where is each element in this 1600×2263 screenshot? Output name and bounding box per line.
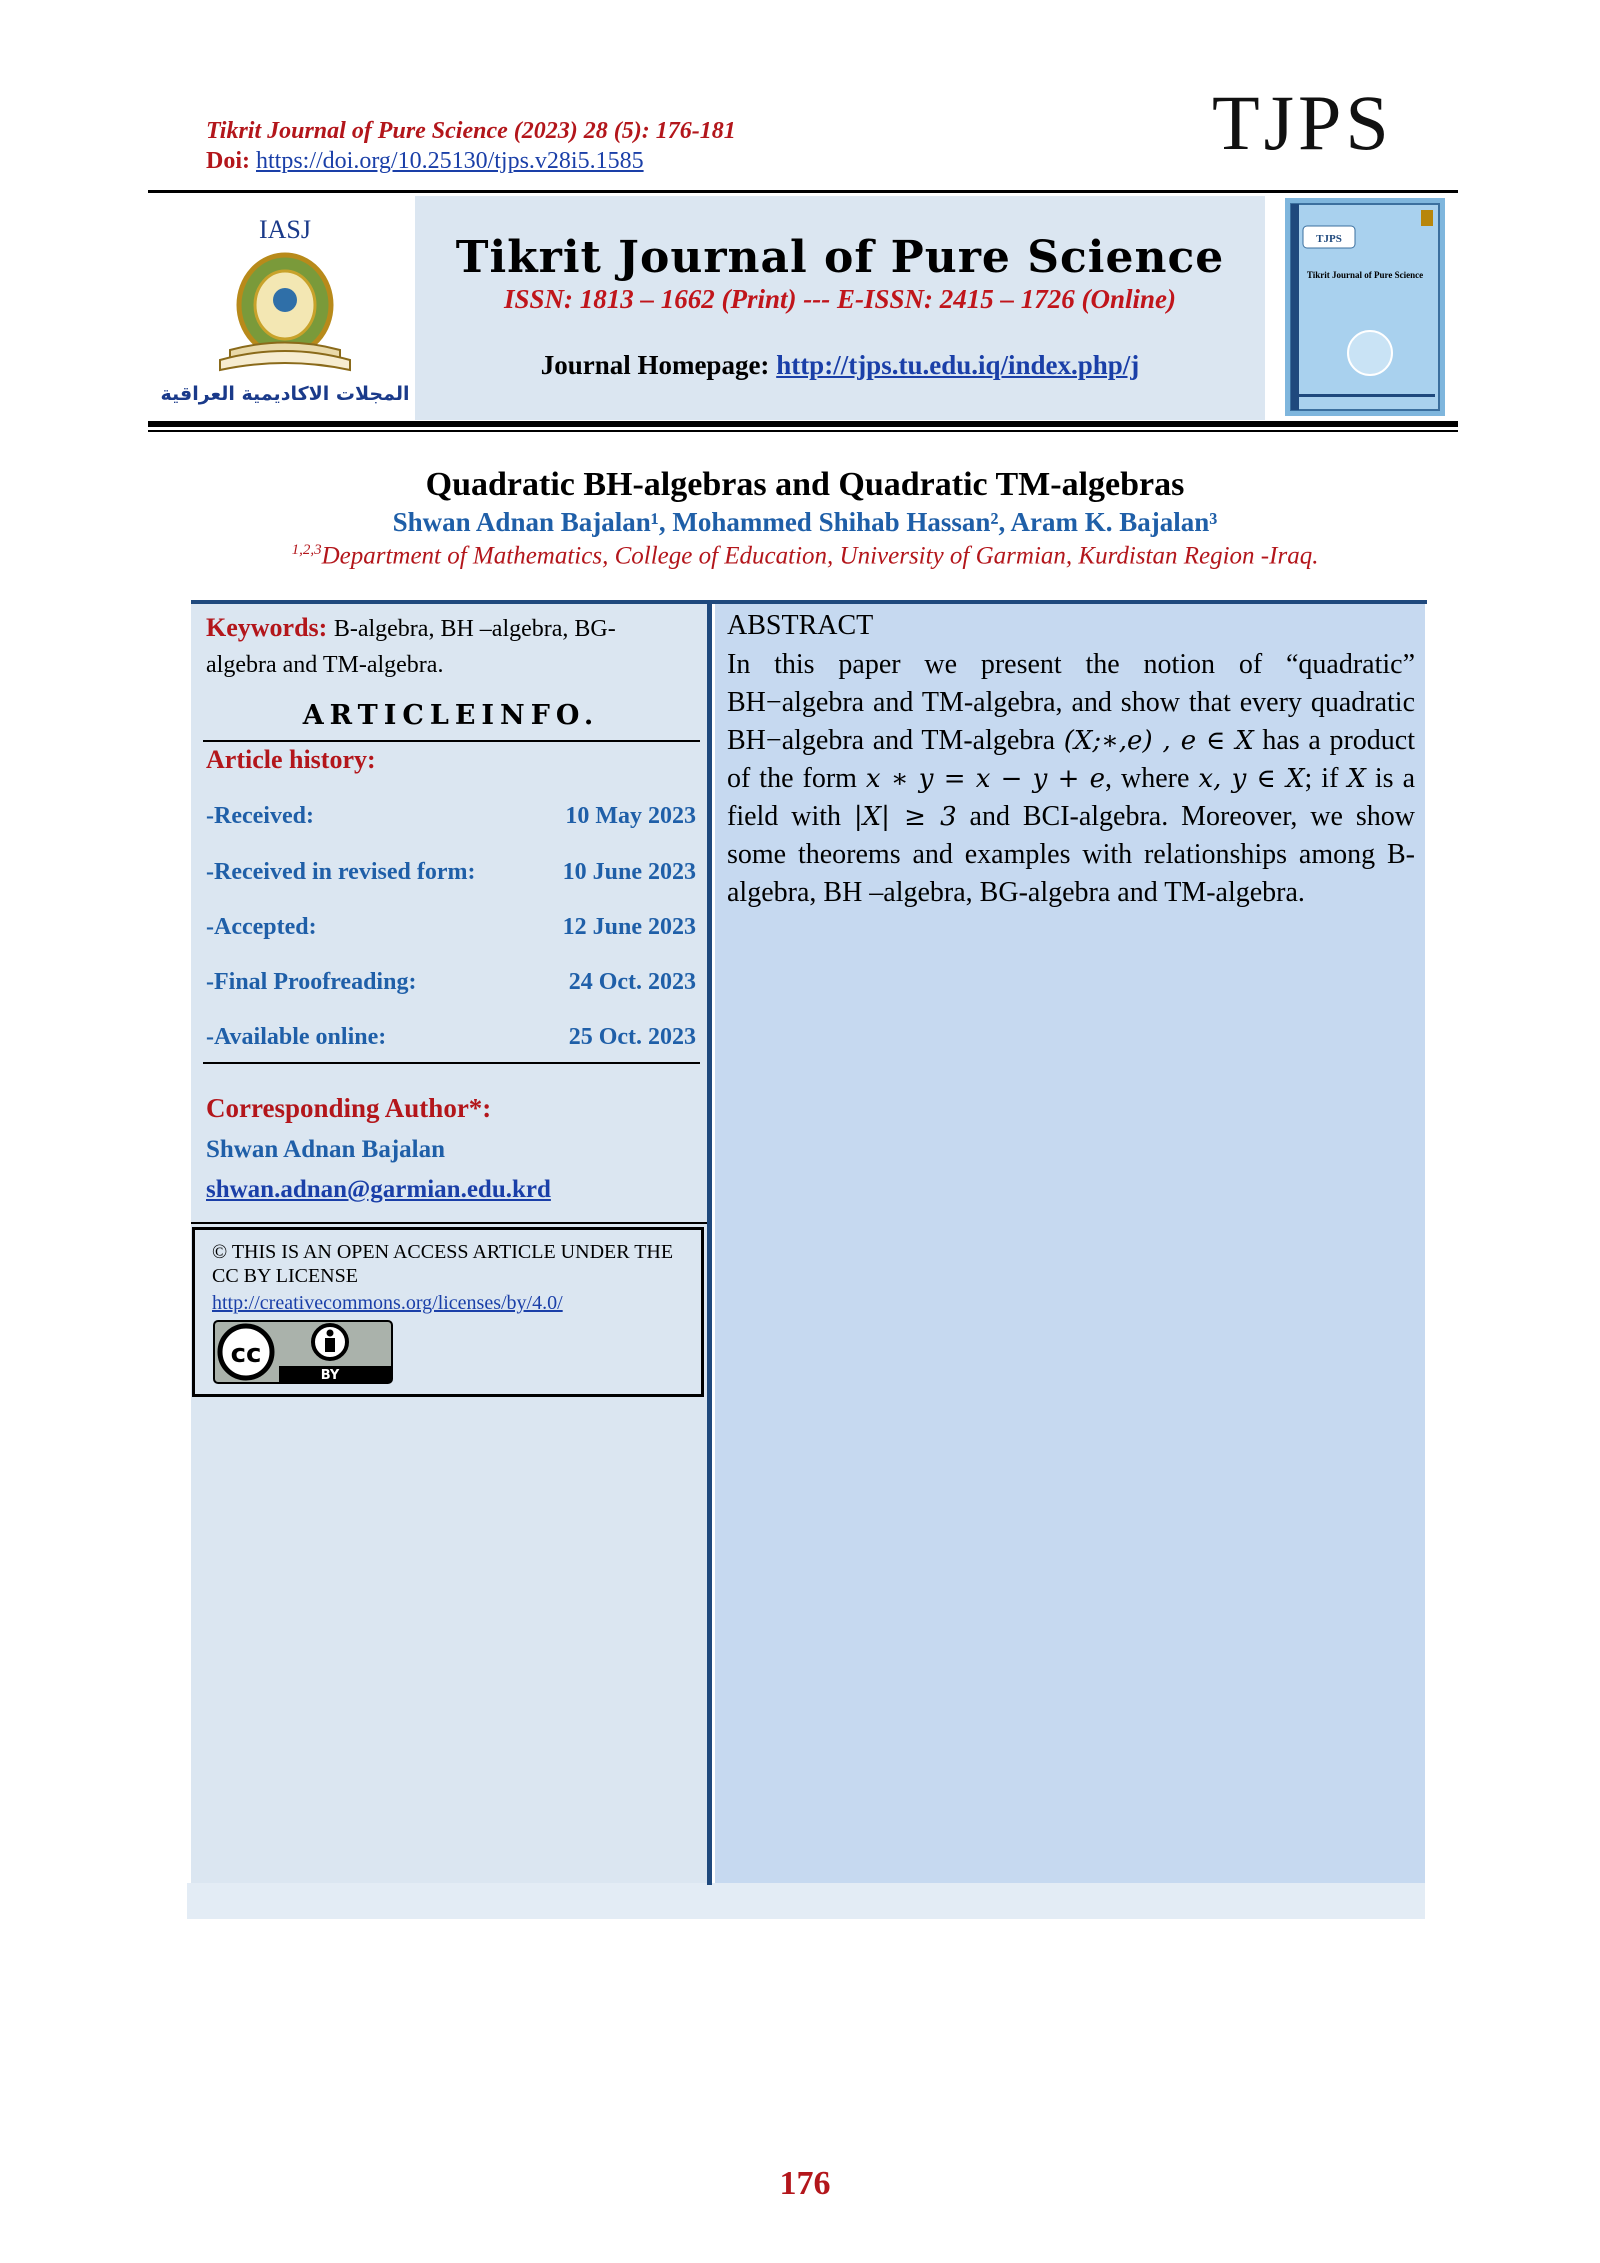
history-row bbox=[206, 803, 696, 830]
paper-affiliation bbox=[0, 542, 1600, 570]
panel-top-rule bbox=[191, 600, 1427, 604]
history-date: 12 June 2023 bbox=[562, 914, 696, 940]
homepage-link[interactable]: http://tjps.tu.edu.iq/index.php/j bbox=[776, 350, 1140, 380]
corresponding-author-email[interactable]: shwan.adnan@garmian.edu.krd bbox=[206, 1176, 551, 1203]
math-expression: X bbox=[1347, 764, 1366, 794]
corresponding-author-name: Shwan Adnan Bajalan bbox=[206, 1136, 446, 1163]
math-expression: |X| ≥ 3 bbox=[853, 802, 957, 832]
banner-rule-thin bbox=[148, 430, 1458, 432]
abstract-part: is a field with bbox=[727, 763, 1415, 832]
abstract-part: In this paper we present the notion of “quadratic” BH−algebra and TM-algebra, and show that every quadratic BH−algebra and TM-algebra bbox=[727, 649, 1415, 756]
affiliation-text: Department of Mathematics, College of Education, University of Garmian, Kurdistan Region -Iraq. bbox=[321, 542, 1319, 570]
header-rule bbox=[148, 190, 1458, 193]
math-expression: x, y ∈ X bbox=[1198, 764, 1305, 794]
math-expression: (X;∗,e) , e ∈ X bbox=[1063, 726, 1254, 756]
history-row bbox=[206, 859, 696, 886]
keywords-label: Keywords: bbox=[206, 613, 334, 642]
cover-title: Tikrit Journal of Pure Science bbox=[1306, 270, 1424, 280]
abstract-heading: ABSTRACT bbox=[727, 610, 874, 641]
history-label: -Received in revised form: bbox=[206, 859, 476, 885]
history-date: 10 June 2023 bbox=[562, 859, 696, 885]
journal-citation: Tikrit Journal of Pure Science (2023) 28 (5): 176-181 bbox=[206, 118, 736, 144]
keywords bbox=[206, 610, 686, 683]
license-text: © THIS IS AN OPEN ACCESS ARTICLE UNDER THE CC BY LICENSE bbox=[212, 1241, 674, 1287]
page-number: 176 bbox=[779, 2165, 831, 2202]
history-date: 10 May 2023 bbox=[565, 803, 696, 829]
abstract-part: has a product of the form bbox=[727, 725, 1415, 794]
iasj-logo bbox=[160, 210, 410, 410]
article-info-heading: ARTICLEINFO. bbox=[302, 700, 600, 731]
cc-by-badge-icon[interactable] bbox=[213, 1320, 393, 1384]
article-history-label: Article history: bbox=[206, 745, 376, 774]
iasj-arabic-text: المجلات الاكاديمية العراقية bbox=[160, 383, 410, 405]
history-row bbox=[206, 914, 696, 941]
history-row bbox=[206, 1024, 696, 1051]
history-label: -Final Proofreading: bbox=[206, 969, 417, 995]
journal-cover-image bbox=[1285, 198, 1445, 416]
panel-bottom-band bbox=[187, 1883, 1425, 1919]
affiliation-sup: 1,2,3 bbox=[291, 542, 322, 558]
history-rule bbox=[203, 1062, 700, 1064]
math-expression: x ∗ y = x − y + e bbox=[865, 764, 1106, 794]
history-row bbox=[206, 969, 696, 996]
journal-homepage bbox=[415, 350, 1265, 381]
cover-brand: TJPS bbox=[1316, 233, 1342, 245]
corresponding-rule bbox=[191, 1222, 707, 1224]
by-badge-text: BY bbox=[320, 1368, 340, 1383]
panel-divider bbox=[707, 603, 712, 1885]
license-link[interactable]: http://creativecommons.org/licenses/by/4.0/ bbox=[212, 1292, 563, 1314]
history-label: -Accepted: bbox=[206, 914, 317, 940]
doi-line bbox=[206, 148, 644, 175]
issn: ISSN: 1813 – 1662 (Print) --- E-ISSN: 2415 – 1726 (Online) bbox=[503, 284, 1177, 314]
homepage-label: Journal Homepage: bbox=[540, 350, 777, 380]
history-label: -Available online: bbox=[206, 1024, 387, 1050]
paper-title: Quadratic BH-algebras and Quadratic TM-algebras bbox=[425, 466, 1185, 503]
cc-badge-text: cc bbox=[230, 1339, 262, 1369]
article-info-rule bbox=[203, 740, 700, 742]
keywords-text: B-algebra, BH –algebra, BG-algebra and TM-algebra. bbox=[206, 616, 616, 678]
doi-link[interactable]: https://doi.org/10.25130/tjps.v28i5.1585 bbox=[256, 148, 644, 174]
history-label: -Received: bbox=[206, 803, 314, 829]
iasj-logo-text: IASJ bbox=[258, 215, 312, 244]
paper-authors: Shwan Adnan Bajalan¹, Mohammed Shihab Hassan², Aram K. Bajalan³ bbox=[392, 507, 1218, 537]
abstract-part: ; if bbox=[1304, 763, 1348, 794]
banner-rule-thick bbox=[148, 421, 1458, 427]
journal-name: Tikrit Journal of Pure Science bbox=[455, 232, 1225, 283]
abstract-text bbox=[727, 646, 1415, 912]
corresponding-author-label: Corresponding Author*: bbox=[206, 1093, 492, 1123]
abstract-part: , where bbox=[1105, 763, 1199, 794]
doi-label: Doi: bbox=[206, 148, 256, 174]
history-date: 24 Oct. 2023 bbox=[568, 969, 696, 995]
abstract-part: and BCI-algebra. Moreover, we show some theorems and examples with relationships among B-algebra, BH –algebra, BG-algebra and TM-algebra. bbox=[727, 801, 1415, 908]
journal-brand: TJPS bbox=[1212, 79, 1393, 166]
history-date: 25 Oct. 2023 bbox=[568, 1024, 696, 1050]
